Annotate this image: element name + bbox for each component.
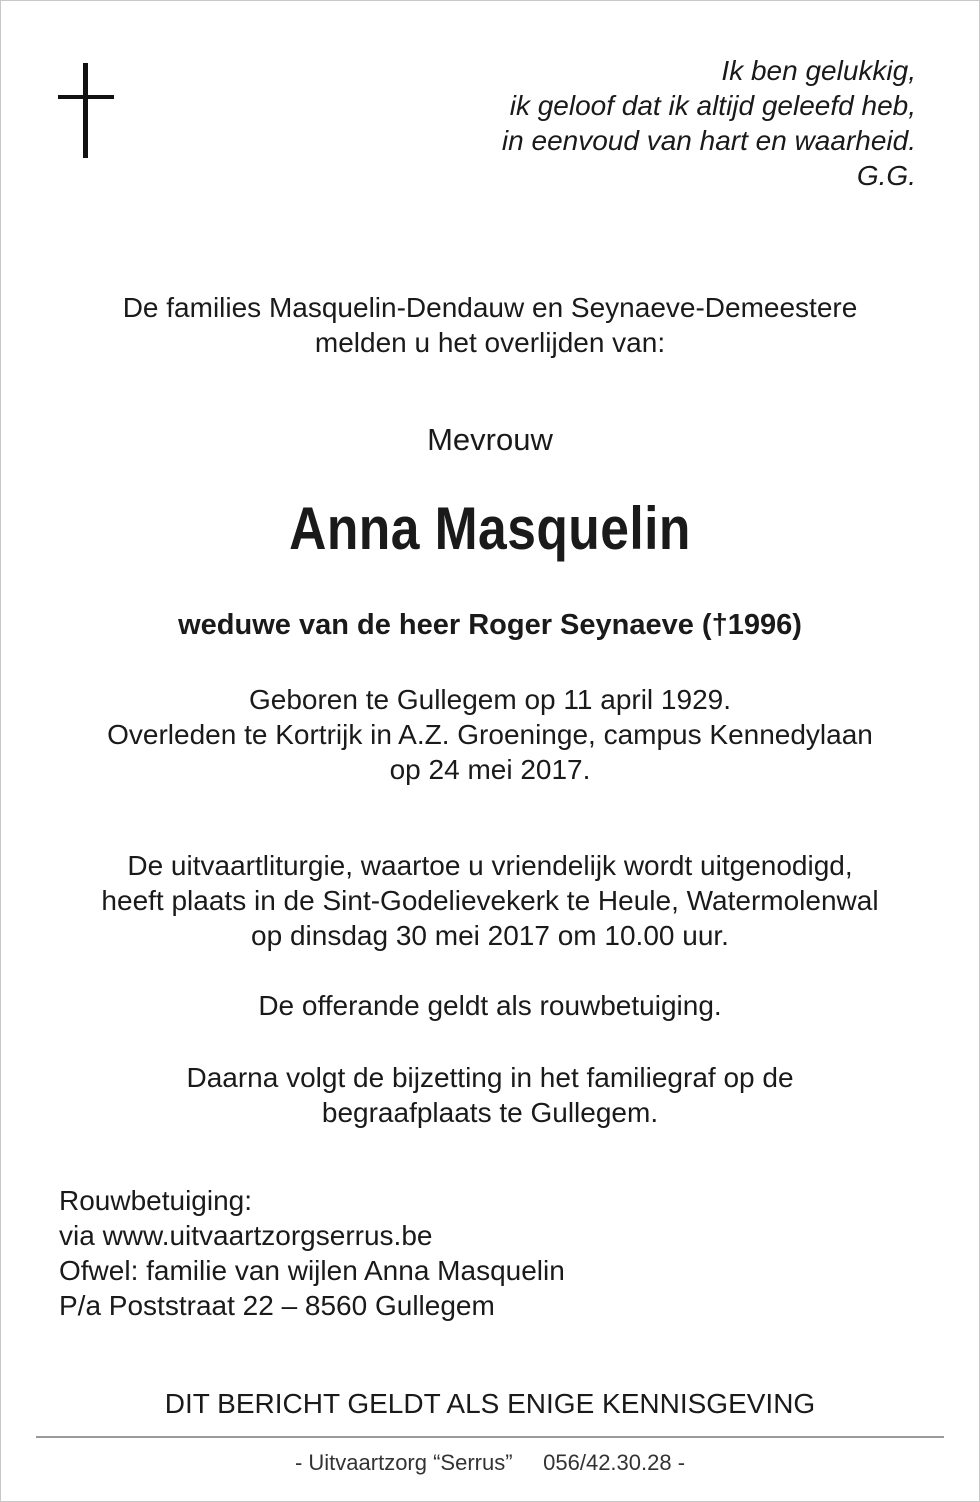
- funeral-home-phone: 056/42.30.28 -: [543, 1450, 686, 1475]
- condolences-address: P/a Poststraat 22 – 8560 Gullegem: [59, 1290, 495, 1321]
- death-date-line: op 24 mei 2017.: [389, 754, 591, 785]
- cross-vertical-bar: [83, 63, 88, 158]
- burial-line: Daarna volgt de bijzetting in het familiegraf op de: [186, 1062, 794, 1093]
- poem-author: G.G.: [856, 160, 916, 191]
- condolences-line: Ofwel: familie van wijlen Anna Masquelin: [59, 1255, 565, 1286]
- poem-line: in eenvoud van hart en waarheid.: [501, 125, 916, 156]
- funeral-line: De uitvaartliturgie, waartoe u vriendelijk wordt uitgenodigd,: [127, 850, 853, 881]
- cross-horizontal-bar: [58, 95, 114, 99]
- condolences-info: [59, 1183, 565, 1323]
- poem-quote: [502, 53, 916, 193]
- footer: [0, 1449, 980, 1477]
- burial-info: [0, 1060, 980, 1130]
- funeral-info: [0, 848, 980, 953]
- condolences-heading: Rouwbetuiging:: [59, 1185, 253, 1216]
- poem-line: Ik ben gelukkig,: [721, 55, 916, 86]
- announcement: [0, 290, 980, 360]
- birth-death-info: [0, 682, 980, 787]
- death-line: Overleden te Kortrijk in A.Z. Groeninge, campus Kennedylaan: [107, 719, 873, 750]
- birth-line: Geboren te Gullegem op 11 april 1929.: [248, 684, 731, 715]
- notice-statement: DIT BERICHT GELDT ALS ENIGE KENNISGEVING: [164, 1388, 816, 1419]
- funeral-line: heeft plaats in de Sint-Godelievekerk te Heule, Watermolenwal: [101, 885, 879, 916]
- widow-of: weduwe van de heer Roger Seynaeve (†1996): [178, 609, 802, 641]
- funeral-line: op dinsdag 30 mei 2017 om 10.00 uur.: [251, 920, 729, 951]
- offering-note: De offerande geldt als rouwbetuiging.: [258, 990, 722, 1021]
- burial-line: begraafplaats te Gullegem.: [321, 1097, 659, 1128]
- condolences-website: via www.uitvaartzorgserrus.be: [59, 1220, 433, 1251]
- poem-line: ik geloof dat ik altijd geleefd heb,: [509, 90, 916, 121]
- deceased-name: Anna Masquelin: [289, 495, 691, 562]
- announcement-line: De families Masquelin-Dendauw en Seynaeve-Demeestere: [122, 292, 858, 323]
- announcement-line: melden u het overlijden van:: [314, 327, 666, 358]
- footer-spacer: [519, 1450, 537, 1475]
- honorific: Mevrouw: [427, 422, 553, 457]
- funeral-home-name: - Uitvaartzorg “Serrus”: [294, 1450, 513, 1475]
- footer-divider: [36, 1436, 944, 1438]
